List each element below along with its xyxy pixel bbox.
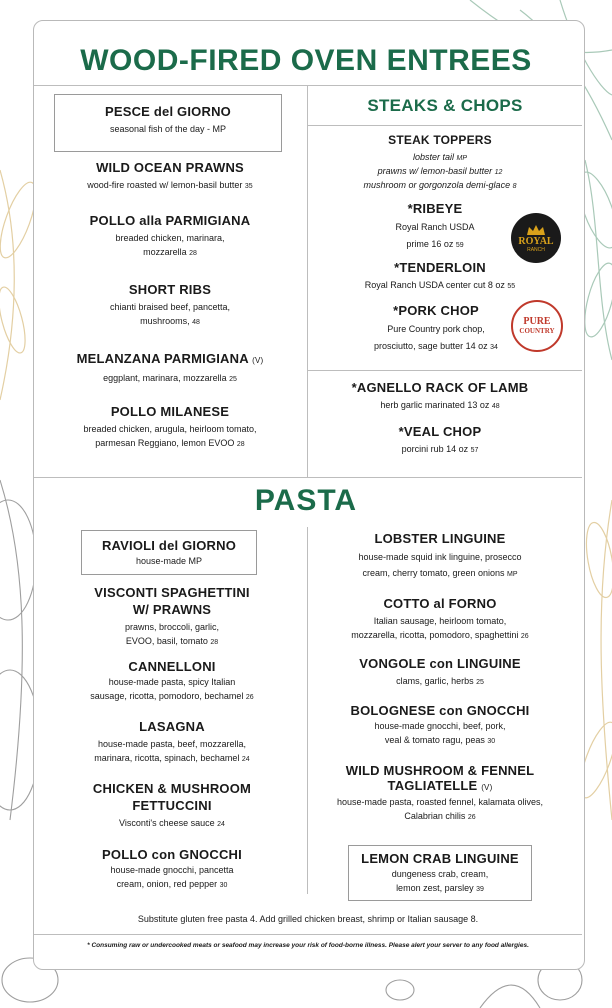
item-price: MP — [456, 155, 468, 162]
item-name: CANNELLONI — [128, 659, 216, 674]
item-price: 34 — [490, 344, 498, 351]
menu-item-wild-mushroom — [312, 762, 568, 825]
item-desc: house-made gnocchi, beef, pork, — [374, 721, 506, 731]
item-desc: EVOO, basil, tomato — [125, 636, 208, 646]
item-name: *AGNELLO RACK OF LAMB — [351, 380, 529, 395]
menu-item-ravioli — [81, 537, 257, 568]
item-desc: Pure Country pork chop, — [387, 324, 485, 334]
item-price: 39 — [476, 886, 484, 893]
divider — [34, 934, 582, 935]
item-name: *TENDERLOIN — [394, 260, 486, 275]
item-name: *VEAL CHOP — [398, 424, 482, 439]
item-name: LASAGNA — [139, 719, 205, 734]
menu-item-bolognese — [312, 702, 568, 749]
item-desc: clams, garlic, herbs — [396, 676, 474, 686]
item-price: 28 — [236, 441, 245, 448]
item-desc: Royal Ranch USDA — [395, 222, 475, 232]
divider — [308, 370, 582, 371]
item-desc: Calabrian chilis — [404, 811, 466, 821]
item-price: 26 — [467, 814, 476, 821]
item-name: WILD MUSHROOM & FENNEL — [345, 763, 535, 778]
item-desc: Royal Ranch USDA center cut 8 oz — [364, 280, 505, 290]
item-price: 59 — [455, 242, 464, 249]
item-desc: mushrooms, — [140, 316, 190, 326]
item-name: POLLO alla PARMIGIANA — [89, 213, 251, 228]
item-price: 28 — [189, 250, 197, 257]
item-desc: dungeness crab, cream, — [391, 869, 489, 879]
item-price: 57 — [470, 447, 479, 454]
menu-item-cannelloni — [40, 658, 304, 705]
pasta-title: PASTA — [254, 484, 358, 517]
menu-item-cotto — [312, 595, 568, 644]
item-desc: house-made MP — [135, 556, 203, 566]
item-desc: house-made squid ink linguine, prosecco — [358, 552, 522, 562]
menu-item-lemon-crab — [348, 850, 532, 897]
food-safety-disclaimer: * Consuming raw or undercooked meats or seafood may increase your risk of food-borne illness. Please alert your server to any food allergies. — [87, 942, 529, 949]
steaks-title: STEAKS & CHOPS — [367, 96, 523, 115]
item-desc: veal & tomato ragu, peas — [384, 735, 485, 745]
item-name: STEAK TOPPERS — [388, 133, 492, 147]
menu-item-wild-ocean-prawns — [40, 159, 300, 194]
divider — [307, 527, 308, 894]
item-name: POLLO MILANESE — [110, 404, 230, 419]
item-desc: prosciutto, sage butter 14 oz — [374, 341, 488, 351]
divider — [308, 125, 582, 126]
steak-toppers — [320, 132, 560, 193]
item-desc: house-made pasta, spicy Italian — [108, 677, 236, 687]
topper-lobster: lobster tail — [412, 152, 454, 162]
substitution-note: Substitute gluten free pasta 4. Add grilled chicken breast, shrimp or Italian sausage 8. — [137, 914, 479, 924]
item-price: 35 — [244, 183, 253, 190]
item-desc: sausage, ricotta, pomodoro, bechamel — [90, 691, 244, 701]
item-desc: cream, onion, red pepper — [116, 879, 218, 889]
item-desc: prawns, broccoli, garlic, — [124, 622, 220, 632]
item-name: VISCONTI SPAGHETTINI — [94, 585, 250, 600]
item-name: FETTUCCINI — [132, 798, 212, 813]
menu-item-ribeye — [360, 200, 510, 254]
item-desc: porcini rub 14 oz — [401, 444, 469, 454]
item-desc: Visconti's cheese sauce — [119, 818, 215, 828]
item-desc: mozzarella, ricotta, pomodoro, spaghettini — [351, 630, 519, 640]
logo-text: RANCH — [527, 246, 545, 253]
item-name: MELANZANA PARMIGIANA — [76, 351, 249, 366]
item-desc: chianti braised beef, pancetta, — [109, 302, 231, 312]
item-price: 48 — [192, 319, 200, 326]
item-name: WILD OCEAN PRAWNS — [96, 160, 244, 175]
menu-item-pollo-gnocchi — [40, 846, 304, 893]
item-price: 30 — [219, 882, 228, 889]
menu-item-visconti — [40, 584, 304, 650]
item-price: 24 — [217, 821, 225, 828]
item-price: 26 — [520, 633, 529, 640]
item-name: *RIBEYE — [407, 201, 463, 216]
menu-item-melanzana — [40, 350, 300, 387]
menu-item-chicken-mushroom — [40, 780, 304, 832]
item-desc: breaded chicken, arugula, heirloom tomato, — [83, 424, 257, 434]
item-desc: marinara, ricotta, spinach, bechamel — [94, 753, 240, 763]
menu-item-pollo-parmigiana — [40, 212, 300, 261]
menu-item-veal-chop — [320, 423, 560, 458]
menu-item-pork-chop — [350, 302, 522, 356]
item-name: POLLO con GNOCCHI — [102, 847, 242, 862]
item-price: 28 — [210, 639, 219, 646]
item-name: RAVIOLI del GIORNO — [101, 538, 237, 553]
menu-item-pesce — [54, 103, 282, 136]
menu-item-lamb — [320, 379, 560, 414]
item-desc: wood-fire roasted w/ lemon-basil butter — [87, 180, 243, 190]
item-price: 30 — [487, 738, 496, 745]
item-name: LOBSTER LINGUINE — [374, 531, 506, 546]
item-desc: cream, cherry tomato, green onions — [362, 568, 505, 578]
item-price: MP — [507, 571, 518, 578]
item-name: VONGOLE con LINGUINE — [359, 656, 521, 671]
pure-country-logo — [511, 300, 563, 352]
menu-item-tenderloin — [320, 259, 560, 294]
item-desc: herb garlic marinated 13 oz — [380, 400, 490, 410]
item-price: 25 — [476, 679, 484, 686]
page-title: WOOD-FIRED OVEN ENTREES — [80, 44, 532, 77]
item-name: BOLOGNESE con GNOCCHI — [350, 703, 530, 718]
item-desc: breaded chicken, marinara, — [115, 233, 225, 243]
item-price: 55 — [507, 283, 516, 290]
item-price: 24 — [241, 756, 250, 763]
menu-item-short-ribs — [40, 281, 300, 330]
logo-text: COUNTRY — [519, 327, 555, 335]
item-name: W/ PRAWNS — [132, 602, 212, 617]
logo-text: PURE — [523, 316, 551, 327]
vegetarian-tag: (V) — [252, 356, 264, 365]
item-name: CHICKEN & MUSHROOM — [92, 781, 252, 796]
item-price: 48 — [491, 403, 500, 410]
menu-item-lobster-linguine — [312, 530, 568, 583]
item-desc: house-made gnocchi, pancetta — [110, 865, 234, 875]
menu-item-lasagna — [40, 718, 304, 767]
royal-ranch-logo — [511, 213, 561, 263]
item-name: SHORT RIBS — [128, 282, 212, 297]
item-desc: mozzarella — [143, 247, 187, 257]
divider — [307, 86, 308, 477]
item-name: *PORK CHOP — [393, 303, 479, 318]
item-desc: house-made pasta, roasted fennel, kalamata olives, — [336, 797, 544, 807]
item-price: 8 — [512, 183, 517, 190]
item-desc: seasonal fish of the day - MP — [109, 124, 227, 134]
item-desc: house-made pasta, beef, mozzarella, — [97, 739, 247, 749]
item-price: 26 — [245, 694, 254, 701]
divider — [34, 85, 582, 86]
logo-text: ROYAL — [518, 235, 554, 247]
item-name: COTTO al FORNO — [383, 596, 497, 611]
menu-item-pollo-milanese — [40, 403, 300, 452]
item-desc: lemon zest, parsley — [396, 883, 474, 893]
item-desc: eggplant, marinara, mozzarella — [103, 373, 227, 383]
item-desc: parmesan Reggiano, lemon EVOO — [95, 438, 235, 448]
crown-icon — [526, 224, 546, 236]
divider — [34, 477, 582, 478]
item-name: TAGLIATELLE — [387, 778, 478, 793]
item-desc: Italian sausage, heirloom tomato, — [373, 616, 507, 626]
item-name: PESCE del GIORNO — [104, 104, 231, 119]
item-desc: prime 16 oz — [406, 239, 454, 249]
topper-prawns: prawns w/ lemon-basil butter — [377, 166, 493, 176]
topper-demi-glace: mushroom or gorgonzola demi-glace — [363, 180, 511, 190]
item-name: LEMON CRAB LINGUINE — [361, 851, 519, 866]
item-price: 12 — [494, 169, 503, 176]
vegetarian-tag: (V) — [481, 783, 493, 792]
item-price: 25 — [229, 376, 237, 383]
menu-item-vongole — [312, 655, 568, 690]
